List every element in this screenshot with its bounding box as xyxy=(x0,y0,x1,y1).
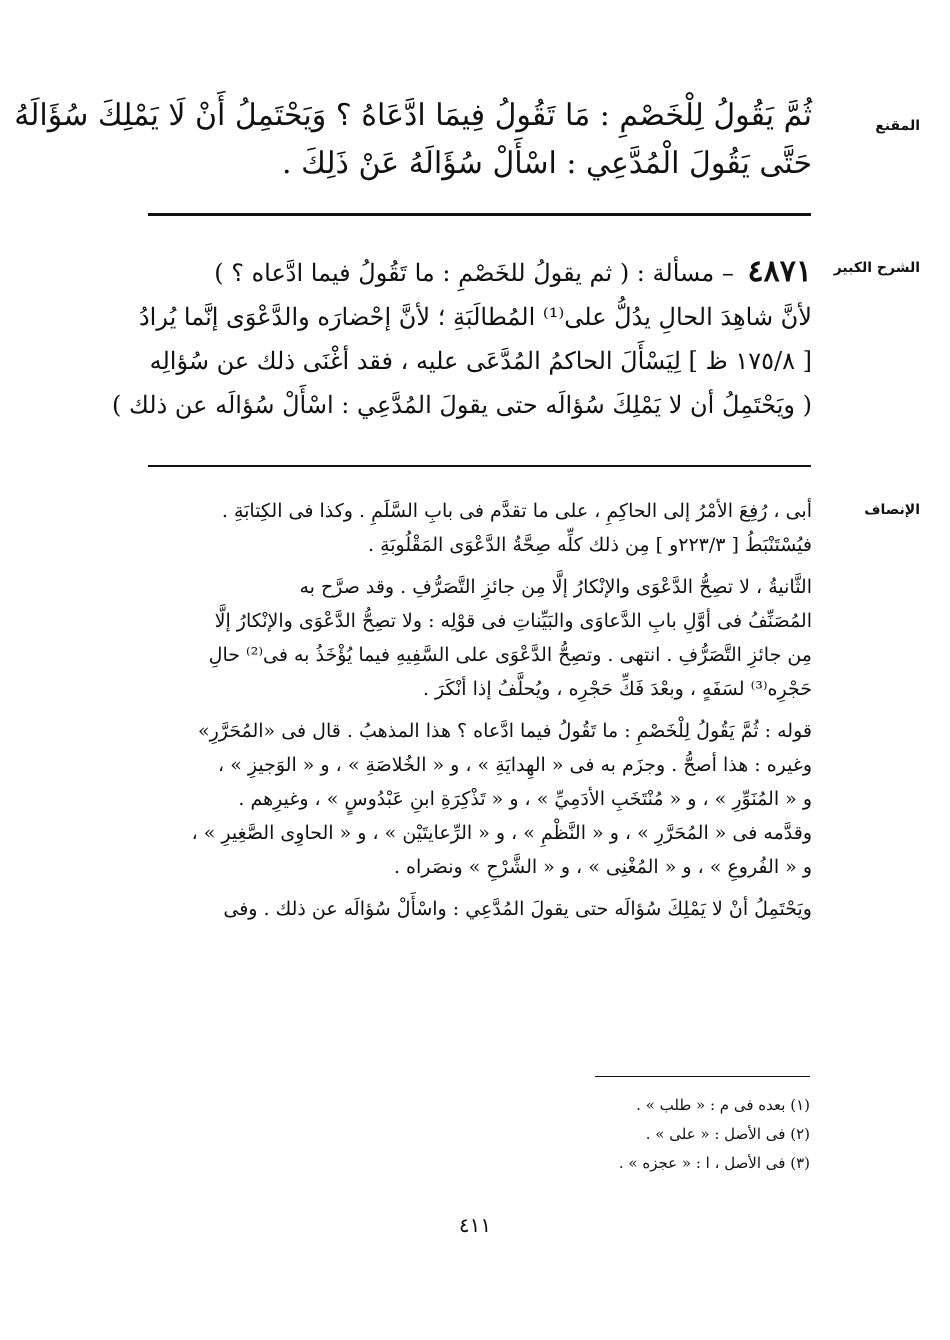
section-divider-thick xyxy=(148,213,811,216)
footnote: (١) بعده فى م : « طلب » . xyxy=(636,1096,810,1114)
muqni-text xyxy=(14,92,812,188)
insaf-line: حَجْرِه⁽³⁾ لسَفَهٍ ، وبعْدَ فَكِّ حَجْرِه ، ويُحلَّفُ إذا أنْكَرَ . xyxy=(422,678,812,700)
section-tag-muqni: المقنع xyxy=(875,118,920,134)
insaf-line: المُصَنِّفُ فى أوَّلِ بابِ الدَّعاوَى والبَيِّناتِ فى قوْلِه : ولا تصِحُّ الدَّعْوَى والإنْكارُ إلَّا xyxy=(214,610,812,632)
muqni-line: ثُمَّ يَقُولُ لِلْخَصْمِ : مَا تَقُولُ فِيمَا ادَّعَاهُ ؟ وَيَحْتَمِلُ أَنْ لَا يَمْلِكَ سُؤَالَهُ xyxy=(14,98,812,133)
insaf-text xyxy=(132,494,812,926)
insaf-line: فيُسْتَنْبَطُ [ ٢٢٣/٣و ] مِن ذلك كلِّه صِحَّةُ الدَّعْوَى المَقْلُوبَةِ . xyxy=(368,534,812,556)
footnote-divider xyxy=(595,1076,810,1077)
sharh-line: [ ١٧٥/٨ ظ ] لِيَسْأَلَ الحاكمُ المُدَّعَى عليه ، فقد أغْنَى ذلك عن سُؤالِه xyxy=(149,347,812,375)
section-divider xyxy=(148,465,811,467)
section-tag-sharh: الشرح الكبير xyxy=(833,260,920,276)
sharh-line: ( ويَحْتَمِلُ أن لا يَمْلِكَ سُؤالَه حتى يقولَ المُدَّعِي : اسْأَلْ سُؤالَه عن ذلك ) xyxy=(112,391,812,419)
insaf-line: ويَحْتَمِلُ أنْ لا يَمْلِكَ سُؤالَه حتى يقولَ المُدَّعِي : واسْأَلْ سُؤالَه عن ذلك . وفى xyxy=(223,898,812,920)
insaf-line: وغيره : هذا أصحُّ . وجزَم به فى « الهِدايَةِ » ، و « الخُلاصَةِ » ، و « الوَجيزِ » ، xyxy=(218,754,812,776)
insaf-line: و « المُنَوِّرِ » ، و « مُنْتَخَبِ الأدَمِيِّ » ، و « تَذْكِرَةِ ابنِ عَبْدُوسٍ » ، وغيرِهم . xyxy=(238,788,812,810)
footnotes xyxy=(410,1091,810,1178)
insaf-line: مِن جائزِ التَّصَرُّفِ . انتهى . وتصِحُّ الدَّعْوَى على السَّفِيهِ فيما يُؤْخَذُ به فى⁽²⁾ حالِ xyxy=(208,644,812,666)
insaf-line: الثَّانيةُ ، لا تصِحُّ الدَّعْوَى والإنْكارُ إلَّا مِن جائزِ التَّصَرُّفِ . وقد صرَّح به xyxy=(299,576,812,598)
page-number: ٤١١ xyxy=(458,1213,492,1237)
insaf-paragraph xyxy=(132,714,812,884)
insaf-line: أبى ، رُفِعَ الأمْرُ إلى الحاكِمِ ، على ما تقدَّم فى بابِ السَّلَمِ . وكذا فى الكِتابَةِ . xyxy=(221,500,812,522)
sharh-line-first xyxy=(132,250,812,295)
insaf-line: قوله : ثُمَّ يَقُولُ لِلْخَصْمِ : ما تَقُولُ فيما ادَّعاه ؟ هذا المذهبُ . قال فى «المُحَرَّرِ» xyxy=(197,720,812,742)
section-tag-insaf: الإنصاف xyxy=(864,502,920,518)
footnote: (٢) فى الأصل : « على » . xyxy=(645,1125,810,1143)
insaf-line: وقدَّمه فى « المُحَرَّرِ » ، و « النَّظْمِ » ، و « الرِّعايتَيْن » ، و « الحاوِى الصَّغِيرِ » ، xyxy=(191,822,812,844)
footnote: (٣) فى الأصل ، ا : « عجزه » . xyxy=(618,1154,810,1172)
insaf-paragraph xyxy=(132,570,812,706)
insaf-paragraph xyxy=(132,892,812,926)
sharh-text xyxy=(112,250,812,427)
sharh-line: لأنَّ شاهِدَ الحالِ يدُلُّ على⁽¹⁾ المُطالَبَةِ ؛ لأنَّ إحْضارَه والدَّعْوَى إنَّما يُرادُ xyxy=(138,303,812,331)
insaf-paragraph xyxy=(132,494,812,562)
insaf-line: و « الفُروعِ » ، و « المُغْنِى » ، و « الشَّرْحِ » ونصَراه . xyxy=(393,856,812,878)
sharh-line: – مسألة : ( ثم يقولُ للخَصْمِ : ما تَقُولُ فيما ادَّعاه ؟ ) xyxy=(214,259,734,287)
issue-number: ٤٨٧١ xyxy=(747,254,812,289)
muqni-line: حَتَّى يَقُولَ الْمُدَّعِي : اسْأَلْ سُؤَالَهُ عَنْ ذَلِكَ . xyxy=(282,146,812,181)
